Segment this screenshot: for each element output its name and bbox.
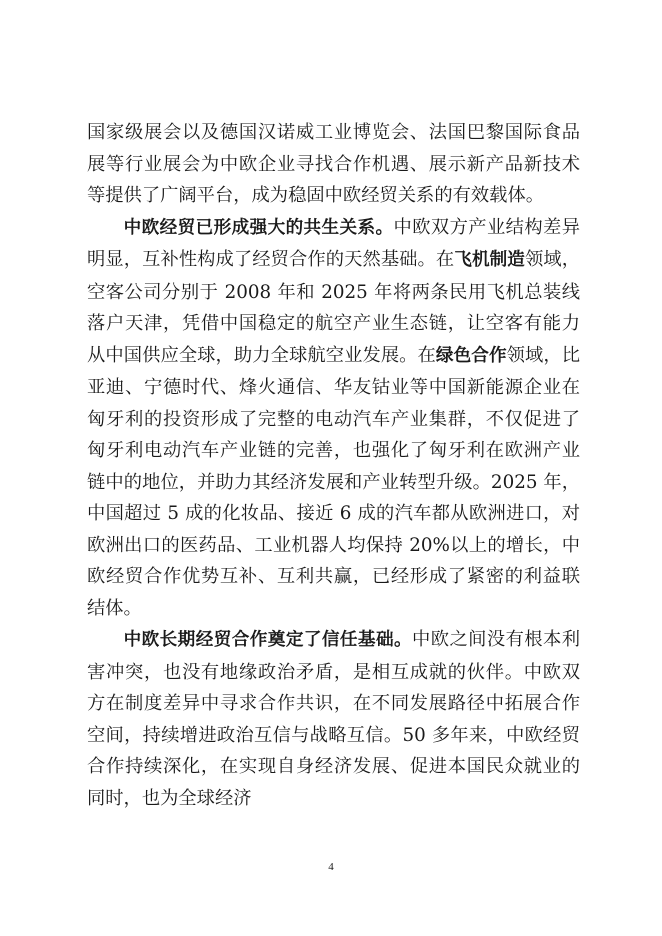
paragraph-2-lead: 中欧经贸已形成强大的共生关系。 (123, 217, 394, 238)
paragraph-3 (87, 624, 580, 814)
paragraph-2-text-3: 领域，比亚迪、宁德时代、烽火通信、华友钴业等中国新能源企业在匈牙利的投资形成了完整的电动汽车产业集群，不仅促进了匈牙利电动汽车产业链的完善，也强化了匈牙利在欧洲产业链中的地位，并助力其经济发展和产业转型升级。2025 年，中国超过 5 成的化妆品、接近 6 成的汽车都从欧洲进口，对欧洲出口的医药品、工业机器人均保持 20%以上的增长，中欧经贸合作优势互补、互利共赢，已经形成了紧密的利益联结体。 (87, 344, 581, 619)
paragraph-1-text: 国家级展会以及德国汉诺威工业博览会、法国巴黎国际食品展等行业展会为中欧企业寻找合作机遇、展示新产品新技术等提供了广阔平台，成为稳固中欧经贸关系的有效载体。 (87, 122, 580, 206)
paragraph-2-text-1: 中欧双方产业结构差异明显，互补性构成了经贸合作的天然基础。在 (87, 216, 580, 270)
keyword-aircraft-manufacturing: 飞机制造 (454, 250, 525, 270)
keyword-green-cooperation: 绿色合作 (435, 345, 507, 366)
page-number: 4 (328, 861, 334, 873)
paragraph-2-text-2: 领域，空客公司分别于 2008 年和 2025 年将两条民用飞机总装线落户天津，凭借中国稳定的航空产业生态链，让空客有能力从中国供应全球，助力全球航空业发展。在 (87, 249, 581, 366)
paragraph-1 (87, 117, 580, 212)
paragraph-2 (87, 212, 580, 625)
paragraph-3-text: 中欧之间没有根本利害冲突，也没有地缘政治矛盾，是相互成就的伙伴。中欧双方在制度差异中寻求合作共识，在不同发展路径中拓展合作空间，持续增进政治互信与战略互信。50 多年来，中欧经贸合作持续深化，在实现自身经济发展、促进本国民众就业的同时，也为全球经济 (87, 629, 580, 809)
paragraph-3-lead: 中欧长期经贸合作奠定了信任基础。 (123, 630, 413, 650)
body-text (87, 117, 580, 814)
